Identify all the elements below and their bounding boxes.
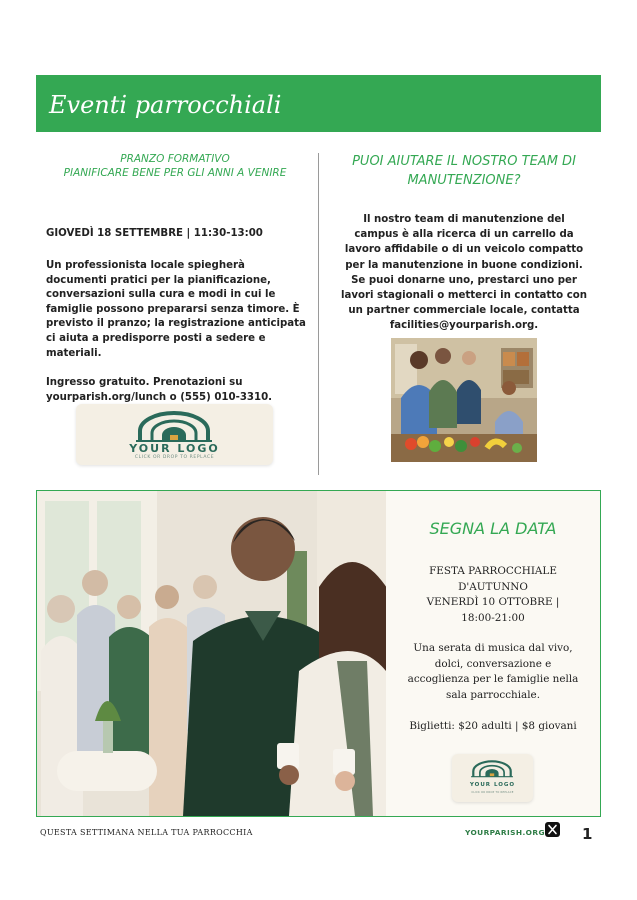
- logo-text: YOUR LOGO: [129, 442, 220, 455]
- event-line1: FESTA PARROCCHIALE: [429, 565, 557, 577]
- lunch-heading-line2: PIANIFICARE BENE PER GLI ANNI A VENIRE: [63, 167, 287, 179]
- footer-tagline: QUESTA SETTIMANA NELLA TUA PARROCCHIA: [40, 828, 253, 837]
- logo-subtext-small: CLICK OR DROP TO REPLACE: [471, 791, 514, 794]
- event-line4: 18:00-21:00: [461, 611, 525, 624]
- lunch-heading: [44, 152, 306, 180]
- header-banner: [36, 75, 601, 132]
- event-line3: VENERDÌ 10 OTTOBRE |: [426, 596, 560, 609]
- page-number: 1: [582, 825, 593, 843]
- ticket-prices: Biglietti: $20 adulti | $8 giovani: [409, 720, 577, 732]
- column-divider: [318, 153, 319, 475]
- event-line2: D'AUTUNNO: [458, 580, 528, 593]
- logo-placeholder-small[interactable]: [452, 754, 533, 802]
- x-icon[interactable]: [545, 822, 560, 837]
- lunch-contact: Ingresso gratuito. Prenotazioni su yourparish.org/lunch o (555) 010-3310.: [46, 377, 273, 403]
- maintenance-description: Il nostro team di manutenzione del campus è alla ricerca di un carrello da lavoro affidabile o di un veicolo compatto per la manutenzione in buone condizioni. Se puoi donarne uno, prestarci uno per lavori stagionali o metterci in contatto con un partner commerciale locale, contatta facilities@yourparish.org.: [340, 214, 588, 332]
- maintenance-heading: PUOI AIUTARE IL NOSTRO TEAM DI MANUTENZIONE?: [352, 154, 576, 188]
- logo-subtext: CLICK OR DROP TO REPLACE: [134, 455, 215, 460]
- save-the-date-heading: SEGNA LA DATA: [429, 519, 557, 538]
- arch-logo-icon: [134, 411, 214, 443]
- community-photo: [37, 491, 386, 816]
- lunch-event-section: [44, 152, 306, 405]
- lunch-date: GIOVEDÌ 18 SETTEMBRE | 11:30-13:00: [46, 228, 263, 239]
- logo-placeholder[interactable]: [76, 404, 273, 465]
- lunch-description: Un professionista locale spiegherà documenti pratici per la pianificazione, conversazioni sulla cura e modi in cui le famiglie possono prepararsi senza timore. È previsto il pranzo; la registrazione anticipata ci aiuta a predisporre posti a sedere e materiali.: [46, 260, 306, 359]
- logo-text-small: YOUR LOGO: [469, 782, 516, 788]
- volunteers-photo: [391, 338, 537, 462]
- lunch-heading-line1: PRANZO FORMATIVO: [120, 153, 230, 165]
- maintenance-section: [340, 152, 588, 332]
- autumn-festival-details: [406, 564, 580, 626]
- arch-logo-icon-small: [470, 759, 514, 779]
- footer-website-link[interactable]: YOURPARISH.ORG: [465, 828, 545, 837]
- page-title: Eventi parrocchiali: [49, 91, 282, 119]
- festival-description: Una serata di musica dal vivo, dolci, conversazione e accoglienza per le famiglie nella sala parrocchiale.: [407, 642, 579, 701]
